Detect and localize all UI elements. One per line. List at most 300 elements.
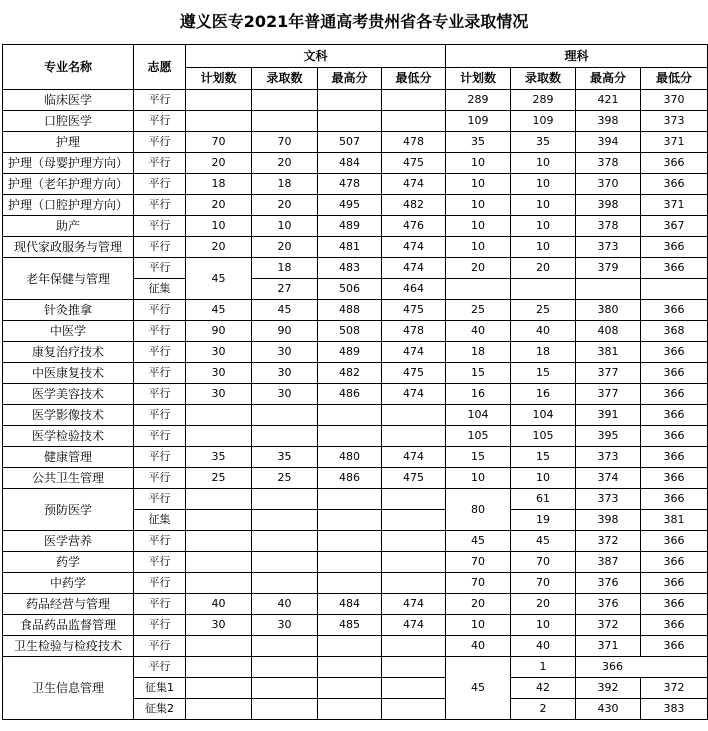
zhiyuan-cell: 平行 xyxy=(134,237,186,258)
wenke-min xyxy=(382,531,446,552)
wenke-admit: 70 xyxy=(252,132,318,153)
header-like: 理科 xyxy=(446,45,708,68)
wenke-admit: 30 xyxy=(252,342,318,363)
wenke-admit: 20 xyxy=(252,237,318,258)
like-min: 366 xyxy=(641,153,708,174)
wenke-max: 508 xyxy=(318,321,382,342)
major-name: 助产 xyxy=(3,216,134,237)
like-max: 370 xyxy=(576,174,641,195)
like-max: 398 xyxy=(576,195,641,216)
wenke-min: 475 xyxy=(382,468,446,489)
major-name: 康复治疗技术 xyxy=(3,342,134,363)
like-max: 377 xyxy=(576,384,641,405)
wenke-min xyxy=(382,678,446,699)
header-col: 最低分 xyxy=(641,67,708,90)
wenke-admit xyxy=(252,657,318,678)
zhiyuan-cell: 平行 xyxy=(134,258,186,279)
wenke-admit xyxy=(252,552,318,573)
wenke-min: 475 xyxy=(382,300,446,321)
like-max: 372 xyxy=(576,531,641,552)
zhiyuan-cell: 平行 xyxy=(134,573,186,594)
like-max: 373 xyxy=(576,489,641,510)
wenke-max: 484 xyxy=(318,153,382,174)
zhiyuan-cell: 平行 xyxy=(134,615,186,636)
like-plan: 18 xyxy=(446,342,511,363)
wenke-min: 474 xyxy=(382,342,446,363)
wenke-min: 478 xyxy=(382,132,446,153)
like-admit: 16 xyxy=(511,384,576,405)
wenke-max: 485 xyxy=(318,615,382,636)
wenke-min: 474 xyxy=(382,615,446,636)
like-admit: 20 xyxy=(511,594,576,615)
like-min: 366 xyxy=(641,447,708,468)
table-row xyxy=(3,636,708,657)
like-min: 366 xyxy=(641,342,708,363)
wenke-max xyxy=(318,657,382,678)
like-plan xyxy=(446,279,511,300)
like-max: 381 xyxy=(576,342,641,363)
like-admit: 42 xyxy=(511,678,576,699)
wenke-admit: 18 xyxy=(252,174,318,195)
wenke-min: 474 xyxy=(382,594,446,615)
major-name: 中医学 xyxy=(3,321,134,342)
like-plan: 80 xyxy=(446,489,511,531)
major-name: 卫生检验与检疫技术 xyxy=(3,636,134,657)
like-min: 367 xyxy=(641,216,708,237)
like-min: 366 xyxy=(641,384,708,405)
zhiyuan-cell: 平行 xyxy=(134,342,186,363)
like-plan: 25 xyxy=(446,300,511,321)
wenke-max xyxy=(318,90,382,111)
like-max: 378 xyxy=(576,216,641,237)
zhiyuan-cell: 平行 xyxy=(134,384,186,405)
wenke-max xyxy=(318,531,382,552)
like-max: 373 xyxy=(576,237,641,258)
like-min: 366 xyxy=(641,405,708,426)
wenke-max: 481 xyxy=(318,237,382,258)
wenke-admit xyxy=(252,678,318,699)
like-min: 366 xyxy=(641,552,708,573)
major-name: 老年保健与管理 xyxy=(3,258,134,300)
wenke-plan: 45 xyxy=(186,300,252,321)
like-plan: 10 xyxy=(446,468,511,489)
like-admit: 10 xyxy=(511,195,576,216)
like-plan: 40 xyxy=(446,321,511,342)
wenke-min xyxy=(382,405,446,426)
wenke-admit: 40 xyxy=(252,594,318,615)
like-min: 366 xyxy=(576,657,708,678)
wenke-plan xyxy=(186,678,252,699)
wenke-admit xyxy=(252,489,318,510)
wenke-min xyxy=(382,552,446,573)
wenke-admit xyxy=(252,636,318,657)
like-min: 368 xyxy=(641,321,708,342)
like-min: 366 xyxy=(641,363,708,384)
wenke-max xyxy=(318,699,382,720)
major-name: 中医康复技术 xyxy=(3,363,134,384)
like-min: 373 xyxy=(641,111,708,132)
major-name: 健康管理 xyxy=(3,447,134,468)
wenke-admit: 18 xyxy=(252,258,318,279)
like-admit: 70 xyxy=(511,552,576,573)
like-max: 408 xyxy=(576,321,641,342)
wenke-min: 474 xyxy=(382,237,446,258)
wenke-min: 482 xyxy=(382,195,446,216)
like-min: 366 xyxy=(641,615,708,636)
like-min: 381 xyxy=(641,510,708,531)
like-min: 366 xyxy=(641,573,708,594)
wenke-admit: 20 xyxy=(252,153,318,174)
wenke-admit: 10 xyxy=(252,216,318,237)
like-plan: 15 xyxy=(446,363,511,384)
wenke-max: 482 xyxy=(318,363,382,384)
major-name: 医学美容技术 xyxy=(3,384,134,405)
like-max: 376 xyxy=(576,594,641,615)
wenke-min xyxy=(382,657,446,678)
wenke-plan: 30 xyxy=(186,363,252,384)
like-plan: 10 xyxy=(446,174,511,195)
table-row xyxy=(3,195,708,216)
wenke-max: 489 xyxy=(318,342,382,363)
wenke-max xyxy=(318,405,382,426)
like-min: 366 xyxy=(641,300,708,321)
wenke-max: 483 xyxy=(318,258,382,279)
table-row xyxy=(3,216,708,237)
wenke-min: 474 xyxy=(382,174,446,195)
wenke-admit xyxy=(252,426,318,447)
like-max: 398 xyxy=(576,510,641,531)
header-wenke: 文科 xyxy=(186,45,446,68)
zhiyuan-cell: 平行 xyxy=(134,426,186,447)
like-plan: 16 xyxy=(446,384,511,405)
like-admit: 10 xyxy=(511,153,576,174)
wenke-admit xyxy=(252,699,318,720)
zhiyuan-cell: 平行 xyxy=(134,153,186,174)
table-row xyxy=(3,594,708,615)
wenke-admit: 90 xyxy=(252,321,318,342)
like-min: 371 xyxy=(641,132,708,153)
like-plan: 70 xyxy=(446,573,511,594)
like-admit: 15 xyxy=(511,447,576,468)
wenke-plan xyxy=(186,573,252,594)
wenke-plan: 30 xyxy=(186,342,252,363)
table-row xyxy=(3,153,708,174)
table-row xyxy=(3,531,708,552)
table-row xyxy=(3,552,708,573)
like-min: 366 xyxy=(641,174,708,195)
like-admit: 104 xyxy=(511,405,576,426)
major-name: 护理 xyxy=(3,132,134,153)
table-row xyxy=(3,321,708,342)
wenke-min xyxy=(382,90,446,111)
like-max xyxy=(576,279,641,300)
like-admit: 15 xyxy=(511,363,576,384)
table-row xyxy=(3,447,708,468)
major-name: 医学营养 xyxy=(3,531,134,552)
major-name: 药学 xyxy=(3,552,134,573)
wenke-plan: 45 xyxy=(186,258,252,300)
table-row xyxy=(3,405,708,426)
like-admit: 40 xyxy=(511,321,576,342)
wenke-min xyxy=(382,426,446,447)
wenke-plan xyxy=(186,657,252,678)
header-col: 最高分 xyxy=(318,67,382,90)
major-name: 临床医学 xyxy=(3,90,134,111)
like-admit: 105 xyxy=(511,426,576,447)
wenke-max: 507 xyxy=(318,132,382,153)
like-admit: 35 xyxy=(511,132,576,153)
like-admit: 289 xyxy=(511,90,576,111)
like-admit: 10 xyxy=(511,216,576,237)
like-admit: 20 xyxy=(511,258,576,279)
wenke-admit: 35 xyxy=(252,447,318,468)
like-admit: 2 xyxy=(511,699,576,720)
zhiyuan-cell: 征集1 xyxy=(134,678,186,699)
wenke-plan xyxy=(186,510,252,531)
wenke-admit: 25 xyxy=(252,468,318,489)
wenke-max xyxy=(318,573,382,594)
table-row xyxy=(3,90,708,111)
table-row xyxy=(3,363,708,384)
like-min: 366 xyxy=(641,426,708,447)
table-row xyxy=(3,657,708,678)
like-min: 372 xyxy=(641,678,708,699)
table-row xyxy=(3,111,708,132)
like-plan: 70 xyxy=(446,552,511,573)
major-name: 医学影像技术 xyxy=(3,405,134,426)
major-name: 药品经营与管理 xyxy=(3,594,134,615)
like-plan: 10 xyxy=(446,615,511,636)
like-max: 387 xyxy=(576,552,641,573)
zhiyuan-cell: 平行 xyxy=(134,552,186,573)
header-zhiyuan: 志愿 xyxy=(134,45,186,90)
like-admit: 10 xyxy=(511,468,576,489)
wenke-plan xyxy=(186,699,252,720)
like-plan: 10 xyxy=(446,153,511,174)
zhiyuan-cell: 平行 xyxy=(134,321,186,342)
like-admit: 70 xyxy=(511,573,576,594)
zhiyuan-cell: 平行 xyxy=(134,594,186,615)
wenke-max: 480 xyxy=(318,447,382,468)
like-plan: 40 xyxy=(446,636,511,657)
like-admit: 40 xyxy=(511,636,576,657)
wenke-plan: 35 xyxy=(186,447,252,468)
header-col: 最高分 xyxy=(576,67,641,90)
wenke-admit: 30 xyxy=(252,615,318,636)
major-name: 现代家政服务与管理 xyxy=(3,237,134,258)
major-name: 护理（老年护理方向） xyxy=(3,174,134,195)
zhiyuan-cell: 平行 xyxy=(134,132,186,153)
like-min: 370 xyxy=(641,90,708,111)
wenke-plan: 90 xyxy=(186,321,252,342)
table-row xyxy=(3,300,708,321)
zhiyuan-cell: 平行 xyxy=(134,111,186,132)
wenke-max xyxy=(318,678,382,699)
wenke-max: 484 xyxy=(318,594,382,615)
table-row xyxy=(3,237,708,258)
like-max: 377 xyxy=(576,363,641,384)
major-name: 医学检验技术 xyxy=(3,426,134,447)
header-col: 最低分 xyxy=(382,67,446,90)
zhiyuan-cell: 平行 xyxy=(134,90,186,111)
table-row xyxy=(3,489,708,510)
wenke-max xyxy=(318,510,382,531)
like-admit: 45 xyxy=(511,531,576,552)
header-col: 录取数 xyxy=(511,67,576,90)
wenke-max xyxy=(318,426,382,447)
wenke-plan xyxy=(186,531,252,552)
wenke-max: 506 xyxy=(318,279,382,300)
table-row xyxy=(3,615,708,636)
zhiyuan-cell: 平行 xyxy=(134,300,186,321)
header-col: 录取数 xyxy=(252,67,318,90)
like-admit: 61 xyxy=(511,489,576,510)
wenke-min xyxy=(382,699,446,720)
like-max: 380 xyxy=(576,300,641,321)
wenke-plan: 10 xyxy=(186,216,252,237)
wenke-plan: 30 xyxy=(186,384,252,405)
wenke-max: 489 xyxy=(318,216,382,237)
header-col: 计划数 xyxy=(446,67,511,90)
zhiyuan-cell: 平行 xyxy=(134,216,186,237)
like-min: 366 xyxy=(641,594,708,615)
major-name: 食品药品监督管理 xyxy=(3,615,134,636)
like-min: 366 xyxy=(641,468,708,489)
like-plan: 109 xyxy=(446,111,511,132)
wenke-admit: 27 xyxy=(252,279,318,300)
zhiyuan-cell: 平行 xyxy=(134,657,186,678)
like-plan: 15 xyxy=(446,447,511,468)
wenke-min: 474 xyxy=(382,384,446,405)
wenke-min xyxy=(382,111,446,132)
table-title: 遵义医专2021年普通高考贵州省各专业录取情况 xyxy=(179,12,529,31)
wenke-plan: 70 xyxy=(186,132,252,153)
wenke-admit xyxy=(252,573,318,594)
major-name: 卫生信息管理 xyxy=(3,657,134,720)
wenke-min: 474 xyxy=(382,447,446,468)
major-name: 预防医学 xyxy=(3,489,134,531)
like-admit: 18 xyxy=(511,342,576,363)
like-admit: 19 xyxy=(511,510,576,531)
like-plan: 105 xyxy=(446,426,511,447)
like-plan: 10 xyxy=(446,195,511,216)
header-col: 计划数 xyxy=(186,67,252,90)
wenke-max: 488 xyxy=(318,300,382,321)
wenke-min: 464 xyxy=(382,279,446,300)
like-max: 378 xyxy=(576,153,641,174)
like-min: 366 xyxy=(641,237,708,258)
zhiyuan-cell: 平行 xyxy=(134,636,186,657)
wenke-plan: 20 xyxy=(186,195,252,216)
wenke-plan: 20 xyxy=(186,153,252,174)
wenke-plan xyxy=(186,90,252,111)
zhiyuan-cell: 平行 xyxy=(134,447,186,468)
wenke-admit: 30 xyxy=(252,363,318,384)
major-name: 中药学 xyxy=(3,573,134,594)
wenke-plan xyxy=(186,426,252,447)
like-plan: 45 xyxy=(446,531,511,552)
like-plan: 104 xyxy=(446,405,511,426)
like-plan: 20 xyxy=(446,594,511,615)
like-admit: 10 xyxy=(511,237,576,258)
table-row xyxy=(3,573,708,594)
wenke-admit xyxy=(252,531,318,552)
like-max: 394 xyxy=(576,132,641,153)
zhiyuan-cell: 平行 xyxy=(134,489,186,510)
like-min: 371 xyxy=(641,195,708,216)
zhiyuan-cell: 平行 xyxy=(134,405,186,426)
like-plan: 289 xyxy=(446,90,511,111)
like-plan: 10 xyxy=(446,216,511,237)
like-max: 371 xyxy=(576,636,641,657)
wenke-max: 478 xyxy=(318,174,382,195)
like-admit: 109 xyxy=(511,111,576,132)
wenke-max xyxy=(318,489,382,510)
admission-table xyxy=(2,44,708,720)
like-max: 398 xyxy=(576,111,641,132)
wenke-max: 486 xyxy=(318,384,382,405)
wenke-admit: 20 xyxy=(252,195,318,216)
header-major: 专业名称 xyxy=(3,45,134,90)
zhiyuan-cell: 征集 xyxy=(134,279,186,300)
like-max: 395 xyxy=(576,426,641,447)
wenke-plan: 30 xyxy=(186,615,252,636)
like-max: 376 xyxy=(576,573,641,594)
wenke-max: 495 xyxy=(318,195,382,216)
wenke-plan xyxy=(186,111,252,132)
like-min: 366 xyxy=(641,258,708,279)
wenke-min: 478 xyxy=(382,321,446,342)
like-admit xyxy=(511,279,576,300)
like-min: 366 xyxy=(641,531,708,552)
wenke-min: 475 xyxy=(382,363,446,384)
like-admit: 25 xyxy=(511,300,576,321)
wenke-plan: 20 xyxy=(186,237,252,258)
zhiyuan-cell: 征集 xyxy=(134,510,186,531)
major-name: 针灸推拿 xyxy=(3,300,134,321)
wenke-plan xyxy=(186,552,252,573)
wenke-plan: 25 xyxy=(186,468,252,489)
table-row xyxy=(3,426,708,447)
table-row xyxy=(3,384,708,405)
wenke-admit xyxy=(252,90,318,111)
like-max: 391 xyxy=(576,405,641,426)
like-admit: 10 xyxy=(511,174,576,195)
wenke-min: 474 xyxy=(382,258,446,279)
major-name: 护理（母婴护理方向） xyxy=(3,153,134,174)
like-min xyxy=(641,279,708,300)
like-max: 430 xyxy=(576,699,641,720)
like-min: 366 xyxy=(641,636,708,657)
like-max: 421 xyxy=(576,90,641,111)
zhiyuan-cell: 平行 xyxy=(134,195,186,216)
like-max: 379 xyxy=(576,258,641,279)
wenke-plan xyxy=(186,489,252,510)
wenke-max: 486 xyxy=(318,468,382,489)
wenke-admit: 30 xyxy=(252,384,318,405)
wenke-admit xyxy=(252,111,318,132)
wenke-plan xyxy=(186,636,252,657)
zhiyuan-cell: 平行 xyxy=(134,468,186,489)
wenke-plan: 18 xyxy=(186,174,252,195)
major-name: 公共卫生管理 xyxy=(3,468,134,489)
zhiyuan-cell: 平行 xyxy=(134,174,186,195)
like-plan: 10 xyxy=(446,237,511,258)
wenke-min xyxy=(382,510,446,531)
zhiyuan-cell: 平行 xyxy=(134,363,186,384)
wenke-min: 476 xyxy=(382,216,446,237)
wenke-max xyxy=(318,111,382,132)
